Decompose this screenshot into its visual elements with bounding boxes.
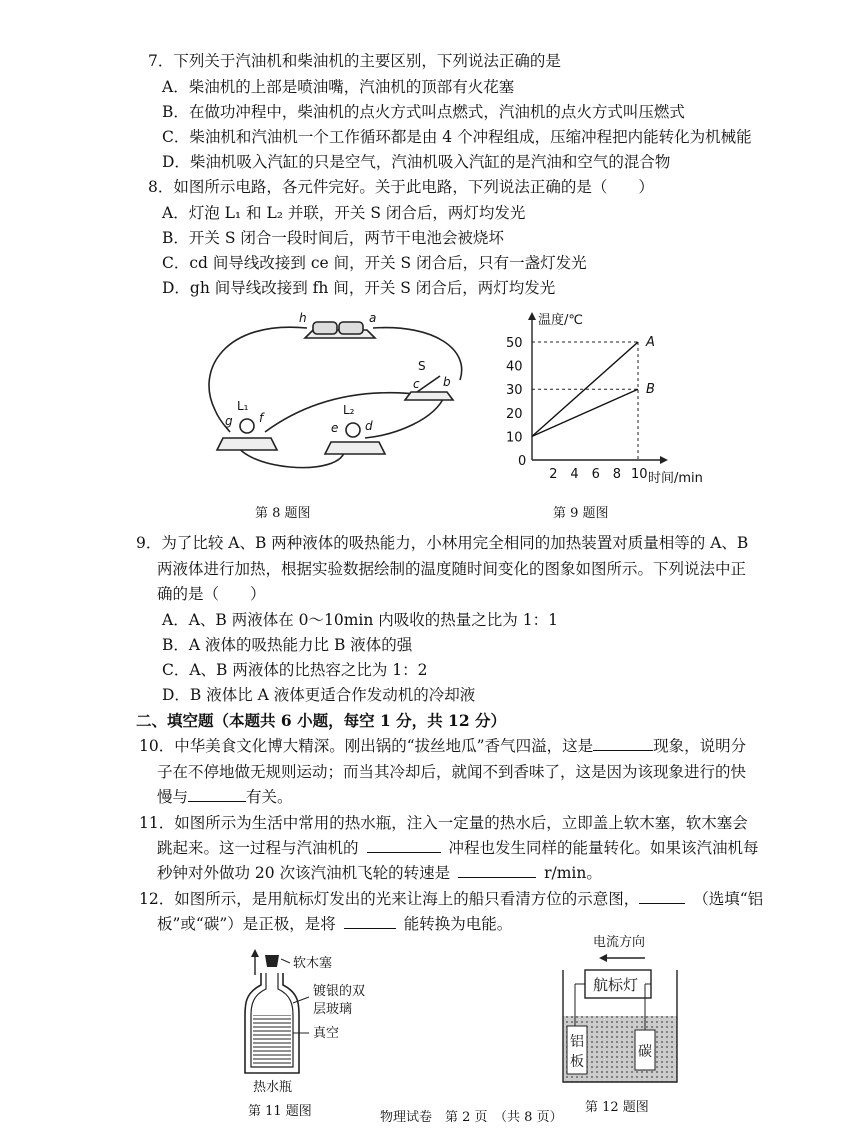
y-axis-arrow-icon: [528, 312, 536, 320]
q12-text: 12．如图所示，是用航标灯发出的光来让海上的船只看清方位的示意图，: [139, 890, 640, 908]
x-axis-label: 时间/min: [648, 471, 703, 486]
q7-option-d: D．柴油机吸入汽缸的只是空气，汽油机吸入汽缸的是汽油和空气的混合物: [162, 153, 671, 171]
x-axis-arrow-icon: [660, 456, 668, 464]
q9-option-b: B．A 液体的吸热能力比 B 液体的强: [162, 636, 413, 654]
q10-text: 慢与: [157, 788, 189, 806]
aluminum-label-1: 铝: [570, 1034, 584, 1050]
label-a: a: [369, 311, 377, 325]
q12-line-2: [157, 914, 512, 934]
label-f: f: [259, 411, 264, 425]
thermos-diagram: [235, 945, 395, 1095]
label-s: S: [418, 359, 426, 373]
y-tick-label: 40: [506, 359, 523, 375]
q12-blank-2[interactable]: [344, 914, 396, 929]
q9-stem-line-2: 两液体进行加热，根据实验数据绘制的温度随时间变化的图象如图所示。下列说法中正: [157, 560, 747, 578]
x-tick-label: 4: [570, 467, 579, 482]
q11-text: 跳起来。这一过程与汽油机的: [157, 839, 359, 857]
y-tick-label: 20: [506, 406, 523, 422]
q7-option-b: B．在做功冲程中，柴油机的点火方式叫点燃式，汽油机的点火方式叫压燃式: [162, 103, 685, 121]
label-d: d: [365, 419, 373, 433]
q9-option-d: D．B 液体比 A 液体更适合作发动机的冷却液: [162, 686, 476, 704]
q11-line-2: [157, 838, 759, 858]
label-g: g: [225, 414, 233, 428]
glass-label-2: 层玻璃: [313, 1002, 353, 1017]
q12-text: （选填“铝: [693, 890, 764, 908]
x-tick-label: 0: [518, 454, 527, 469]
label-c: c: [413, 377, 420, 391]
x-tick-label: 2: [549, 467, 558, 482]
q9-stem-line-3: 确的是（ ）: [157, 585, 266, 603]
x-tick-label: 8: [612, 467, 622, 482]
q10-line-2: 子在不停地做无规则运动；而当其冷却后，就闻不到香味了，这是因为该现象进行的快: [157, 763, 747, 781]
aluminum-label-2: 板: [570, 1054, 584, 1070]
label-l2: L₂: [343, 403, 355, 417]
lamp-label: 航标灯: [593, 976, 639, 994]
q11-caption: 第 11 题图: [248, 1104, 312, 1119]
thermos-label: 热水瓶: [253, 1080, 293, 1095]
q11-text: 秒钟对外做功 20 次该汽油机飞轮的转速是: [157, 864, 451, 882]
q11-line-1: 11．如图所示为生活中常用的热水瓶，注入一定量的热水后，立即盖上软木塞，软木塞会: [139, 814, 748, 832]
q10-line-1: [139, 736, 746, 756]
circuit-diagram: [195, 310, 485, 480]
q7-option-c: C．柴油机和汽油机一个工作循环都是由 4 个冲程组成，压缩冲程把内能转化为机械能: [162, 128, 752, 146]
temperature-chart: [490, 310, 730, 490]
q7-stem: 7．下列关于汽油机和柴油机的主要区别，下列说法正确的是: [148, 52, 561, 70]
label-b: b: [443, 375, 451, 389]
q11-text: r/min。: [544, 864, 602, 882]
page-footer: 物理试卷 第 2 页 （共 8 页）: [380, 1110, 563, 1125]
series-line-B: [532, 389, 638, 436]
cork-label: 软木塞: [293, 956, 333, 971]
q9-option-a: A．A、B 两液体在 0～10min 内吸收的热量之比为 1：1: [162, 611, 558, 629]
current-direction-label: 电流方向: [593, 935, 646, 950]
q9-option-c: C．A、B 两液体的比热容之比为 1：2: [162, 661, 428, 679]
q7-option-a: A．柴油机的上部是喷油嘴，汽油机的顶部有火花塞: [162, 78, 515, 96]
q8-option-d: D．gh 间导线改接到 fh 间，开关 S 闭合后，两灯均发光: [162, 279, 556, 297]
carbon-label: 碳: [638, 1044, 652, 1060]
q8-stem: 8．如图所示电路，各元件完好。关于此电路，下列说法正确的是（ ）: [148, 178, 654, 196]
q8-option-b: B．开关 S 闭合一段时间后，两节干电池会被烧坏: [162, 229, 504, 247]
section-title: 二、填空题（本题共 6 小题，每空 1 分，共 12 分）: [136, 711, 507, 730]
q10-line-3: [157, 787, 293, 807]
q9-caption: 第 9 题图: [553, 506, 609, 521]
x-tick-label: 6: [591, 467, 600, 482]
q8-caption: 第 8 题图: [255, 506, 311, 521]
glass-label-1: 镀银的双: [313, 984, 366, 999]
q12-blank-1[interactable]: [639, 889, 685, 904]
q12-caption: 第 12 题图: [585, 1100, 649, 1115]
q9-stem-line-1: 9．为了比较 A、B 两种液体的吸热能力，小林用完全相同的加热装置对质量相等的 A、B: [136, 534, 749, 552]
q12-line-1: [139, 889, 763, 909]
label-e: e: [331, 421, 339, 435]
q8-option-c: C．cd 间导线改接到 ce 间，开关 S 闭合后，只有一盏灯发光: [162, 254, 587, 272]
y-tick-label: 10: [506, 430, 523, 446]
q10-blank-2[interactable]: [188, 787, 246, 802]
q12-text: 能转换为电能。: [403, 915, 513, 933]
vacuum-label: 真空: [313, 1026, 340, 1041]
q10-text: 有关。: [246, 788, 293, 806]
series-label-B: B: [646, 382, 655, 398]
q8-option-a: A．灯泡 L₁ 和 L₂ 并联，开关 S 闭合后，两灯均发光: [162, 204, 526, 222]
q11-line-3: [157, 863, 602, 883]
buoy-lamp-diagram: [555, 930, 685, 1085]
label-l1: L₁: [237, 399, 249, 413]
label-h: h: [299, 311, 307, 325]
y-tick-label: 50: [506, 336, 523, 351]
x-tick-label: 10: [631, 467, 648, 482]
q10-text: 现象，说明分: [653, 737, 747, 755]
y-tick-label: 30: [506, 383, 523, 399]
q10-text: 10．中华美食文化博大精深。刚出锅的“拔丝地瓜”香气四溢，这是: [139, 737, 594, 755]
series-label-A: A: [646, 335, 655, 350]
q10-blank-1[interactable]: [593, 736, 653, 751]
y-axis-label: 温度/℃: [538, 313, 583, 328]
q12-text: 板”或“碳”）是正极，是将: [157, 915, 336, 933]
q11-blank-1[interactable]: [367, 838, 441, 853]
q11-text: 冲程也发生同样的能量转化。如果该汽油机每: [448, 839, 759, 857]
q11-blank-2[interactable]: [458, 863, 536, 878]
